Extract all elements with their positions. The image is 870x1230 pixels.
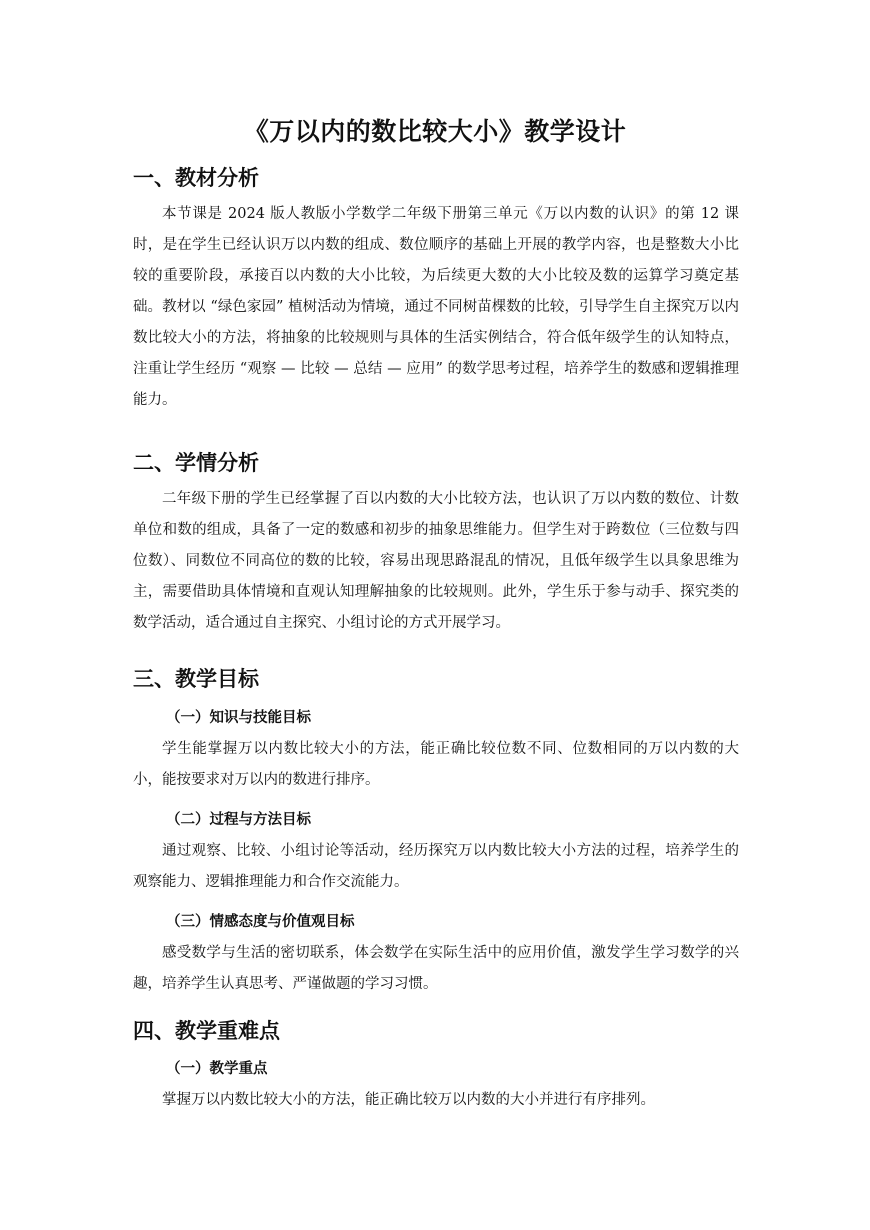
subsection-heading-knowledge-skills: （一）知识与技能目标: [166, 710, 311, 726]
section-heading-student-analysis: 二、学情分析: [133, 451, 259, 475]
section-paragraph-student-analysis: 二年级下册的学生已经掌握了百以内数的大小比较方法，也认识了万以内数的数位、计数单位和数的组成，具备了一定的数感和初步的抽象思维能力。但学生对于跨数位（三位数与四位数）、同数位不同高位的数的比较，容易出现思路混乱的情况，且低年级学生以具象思维为主，需要借助具体情境和直观认知理解抽象的比较规则。此外，学生乐于参与动手、探究类的数学活动，适合通过自主探究、小组讨论的方式开展学习。: [133, 491, 739, 631]
section-heading-key-difficult-points: 四、教学重难点: [133, 1019, 280, 1043]
subsection-paragraph-knowledge-skills: 学生能掌握万以内数比较大小的方法，能正确比较位数不同、位数相同的万以内数的大小，能按要求对万以内的数进行排序。: [133, 741, 739, 788]
section-heading-textbook-analysis: 一、教材分析: [133, 166, 259, 190]
subsection-heading-attitudes-values: （三）情感态度与价值观目标: [166, 914, 355, 930]
subsection-paragraph-teaching-focus: 掌握万以内数比较大小的方法，能正确比较万以内数的大小并进行有序排列。: [162, 1092, 655, 1108]
subsection-heading-process-methods: （二）过程与方法目标: [166, 812, 311, 828]
subsection-heading-teaching-focus: （一）教学重点: [166, 1061, 268, 1077]
document-title: 《万以内的数比较大小》教学设计: [243, 117, 627, 146]
subsection-paragraph-process-methods: 通过观察、比较、小组讨论等活动，经历探究万以内数比较大小方法的过程，培养学生的观察能力、逻辑推理能力和合作交流能力。: [133, 843, 739, 890]
section-paragraph-textbook-analysis: 本节课是 2024 版人教版小学数学二年级下册第三单元《万以内数的认识》的第 12 课时，是在学生已经认识万以内数的组成、数位顺序的基础上开展的教学内容，也是整数大小比较的重要阶段，承接百以内数的大小比较，为后续更大数的大小比较及数的运算学习奠定基础。教材以 “绿色家园” 植树活动为情境，通过不同树苗棵数的比较，引导学生自主探究万以内数比较大小的方法，将抽象的比较规则与具体的生活实例结合，符合低年级学生的认知特点，注重让学生经历 “观察 — 比较 — 总结 — 应用” 的数学思考过程，培养学生的数感和逻辑推理能力。: [133, 206, 739, 408]
subsection-paragraph-attitudes-values: 感受数学与生活的密切联系，体会数学在实际生活中的应用价值，激发学生学习数学的兴趣，培养学生认真思考、严谨做题的学习习惯。: [133, 945, 739, 992]
section-heading-teaching-objectives: 三、教学目标: [133, 667, 259, 691]
